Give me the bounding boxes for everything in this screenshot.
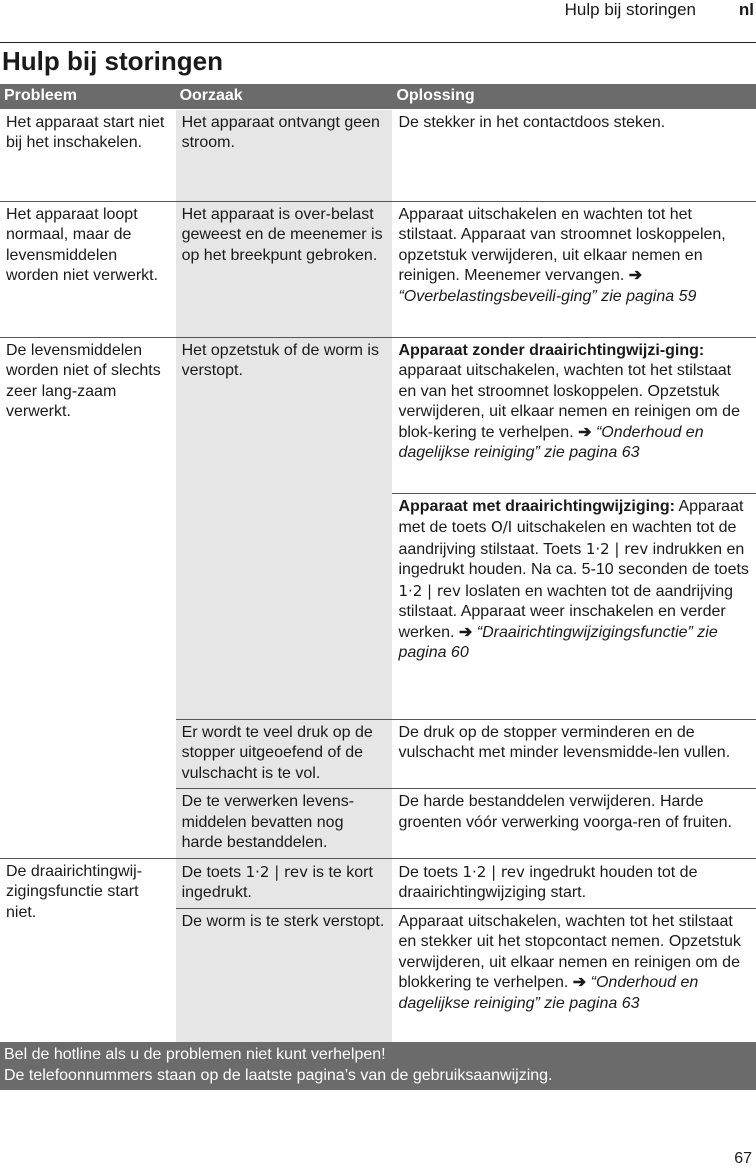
solution-text: apparaat uitschakelen, wachten tot het stilstaat en van het stroomnet loskoppelen. Opzetstuk verwijderen, uit elkaar nemen en reinigen om de blok-kering te verhelpen. [398,362,740,441]
cause-cell: Het apparaat is over-belast geweest en de meenemer is op het breekpunt gebroken. [176,201,393,337]
solution-cell [392,201,756,337]
page-header [0,0,756,43]
rev-key-symbol: 1·2 | rev [462,862,525,881]
solution-text: Apparaat met de toets [398,497,744,536]
header-language: nl [738,0,754,19]
solution-heading: Apparaat met draairichtingwijziging: [398,497,675,515]
problem-cell: Het apparaat start niet bij het inschakelen. [6,113,165,151]
solution-cell [392,493,756,719]
solution-heading: Apparaat zonder draairichtingwijzi-ging: [398,341,705,359]
on-off-key-symbol: O/I [490,518,513,536]
hotline-line-1: Bel de hotline als u de problemen niet kunt verhelpen! [4,1046,386,1063]
rev-key-symbol: 1·2 | rev [398,581,461,600]
table-row [0,337,756,493]
solution-text: De toets [398,863,459,881]
solution-text: ingedrukt houden tot de draairichtingwijziging start. [398,863,698,901]
cause-text: De toets [181,863,242,881]
page-title: Hulp bij storingen [2,46,223,76]
arrow-right-icon: ➔ [578,423,592,441]
solution-cell: De harde bestanddelen verwijderen. Harde groenten vóór verwerking voorga-ren of fruiten. [392,789,756,859]
cause-cell: Er wordt te veel druk op de stopper uitgeoefend of de vulschacht is te vol. [176,719,393,789]
solution-text: uitschakelen en wachten tot de aandrijving stilstaat. Toets [398,519,737,558]
column-header-solution: Oplossing [392,84,756,109]
problem-cell: De levensmiddelen worden niet of slechts zeer lang-zaam verwerkt. [0,337,176,858]
header-section-title: Hulp bij storingen [564,0,696,19]
solution-text: Apparaat uitschakelen, wachten tot het stilstaat en stekker uit het stopcontact nemen. Opzetstuk verwijderen, uit elkaar nemen en reinigen om de blokkering te verhelpen. [398,912,741,991]
arrow-right-icon: ➔ [458,623,473,641]
solution-text: indrukken en ingedrukt houden. Na ca. 5-10 seconden de toets [398,540,749,578]
column-header-problem: Probleem [0,84,176,109]
table-row [0,858,756,908]
solution-cell: De druk op de stopper verminderen en de vulschacht met minder levensmidde-len vullen. [392,719,756,789]
cause-cell: Het opzetstuk of de worm is verstopt. [176,337,393,719]
page-number: 67 [734,1150,752,1167]
table-row [0,201,756,337]
arrow-right-icon: ➔ [572,974,587,991]
table-row [0,109,756,201]
cause-cell [176,858,393,908]
cause-cell: Het apparaat ontvangt geen stroom. [176,109,393,201]
page-reference: “Overbelastingsbeveili-ging” zie pagina 59 [398,287,697,305]
solution-text: loslaten en wachten tot de aandrijving stilstaat. Apparaat weer inschakelen en verder werken. [398,582,734,641]
solution-cell [392,337,756,493]
page-reference: “Onderhoud en dagelijkse reiniging” zie pagina 63 [398,974,699,1012]
page-reference: “Draairichtingwijzigingsfunctie” zie pagina 60 [398,623,718,661]
solution-cell [392,858,756,908]
cause-text: is te kort ingedrukt. [181,863,373,901]
table-header-row [0,84,756,109]
solution-cell [392,908,756,1042]
solution-text: Apparaat uitschakelen en wachten tot het stilstaat. Apparaat van stroomnet loskoppelen, opzetstuk verwijderen, uit elkaar nemen en reinigen. Meenemer vervangen. [398,205,726,284]
solution-cell: De stekker in het contactdoos steken. [398,113,666,131]
problem-cell: De draairichtingwij-zigingsfunctie start niet. [0,858,176,1042]
problem-cell: Het apparaat loopt normaal, maar de levensmiddelen worden niet verwerkt. [0,201,176,337]
arrow-right-icon: ➔ [628,267,643,284]
rev-key-symbol: 1·2 | rev [585,539,649,558]
column-header-cause: Oorzaak [176,84,393,109]
rev-key-symbol: 1·2 | rev [245,862,308,881]
troubleshooting-table [0,84,756,1090]
cause-cell: De te verwerken levens-middelen bevatten nog harde bestanddelen. [176,789,393,859]
hotline-line-2: De telefoonnummers staan op de laatste pagina’s van de gebruiksaanwijzing. [4,1066,553,1084]
page-reference: “Onderhoud en dagelijkse reiniging” zie pagina 63 [398,423,704,461]
hotline-notice [0,1042,756,1090]
cause-cell: De worm is te sterk verstopt. [176,908,393,1042]
